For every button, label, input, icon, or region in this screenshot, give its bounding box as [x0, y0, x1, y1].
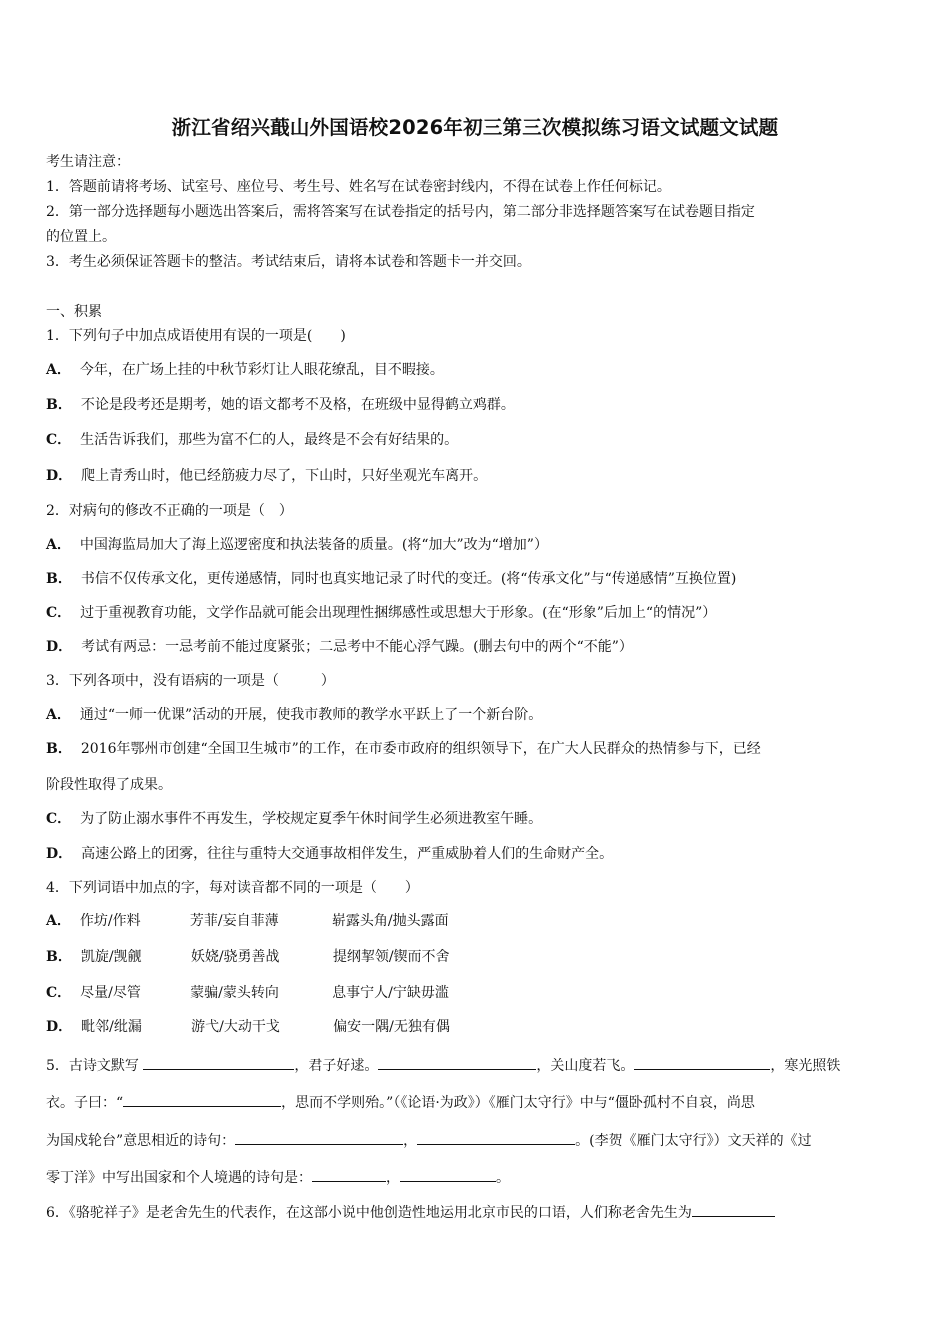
notice-item: 的位置上。 [46, 229, 116, 245]
q5-text: ，关山度若飞。 [536, 1058, 635, 1074]
question-2-stem: 2．对病句的修改不正确的一项是（ ） [46, 503, 293, 519]
option-word-3: 提纲挈领/锲而不舍 [332, 949, 450, 965]
q5-text: 衣。子曰：“ [46, 1095, 124, 1111]
option-text: 中国海监局加大了海上巡逻密度和执法装备的质量。(将“加大”改为“增加”） [79, 537, 548, 553]
option-text: 高速公路上的团雾，往往与重特大交通事故相伴发生，严重威胁着人们的生命财产全。 [81, 846, 614, 862]
option-label: D． [46, 1019, 73, 1035]
option-text: 生活告诉我们，那些为富不仁的人，最终是不会有好结果的。 [80, 432, 459, 448]
answer-blank[interactable] [235, 1129, 403, 1145]
answer-blank[interactable] [143, 1054, 294, 1070]
question-6-line [46, 1201, 775, 1223]
notice-heading: 考生请注意： [46, 154, 130, 170]
q5-text: 。(李贺《雁门太守行》）文天祥的《过 [575, 1133, 812, 1149]
option-text: 通过“一师一优课”活动的开展，使我市教师的教学水平跃上了一个新台阶。 [79, 707, 543, 723]
option-text: 2016年鄂州市创建“全国卫生城市”的工作，在市委市政府的组织领导下，在广大人民群众的热情参与下，已经 [80, 741, 761, 757]
option-word-2: 芳菲/妄自菲薄 [189, 913, 279, 929]
q1-option-c [46, 430, 458, 450]
notice-item: 3．考生必须保证答题卡的整洁。考试结束后，请将本试卷和答题卡一并交回。 [46, 254, 531, 270]
q4-option-b [46, 947, 450, 967]
option-label: C． [46, 432, 72, 448]
q5-text: ， [403, 1133, 418, 1149]
option-text: 爬上青秀山时，他已经筋疲力尽了，下山时，只好坐观光车离开。 [81, 468, 488, 484]
q6-text: 6．《骆驼祥子》是老舍先生的代表作，在这部小说中他创造性地运用北京市民的口语，人们称老舍先生为 [46, 1205, 692, 1221]
option-word-3: 息事宁人/宁缺毋滥 [332, 985, 449, 1001]
option-text: 今年，在广场上挂的中秋节彩灯让人眼花缭乱，目不暇接。 [79, 362, 444, 378]
q2-option-d [46, 637, 633, 657]
notice-item: 1．答题前请将考场、试室号、座位号、考生号、姓名写在试卷密封线内，不得在试卷上作任何标记。 [46, 179, 671, 195]
option-word-3: 崭露头角/抛头露面 [331, 913, 449, 929]
option-word-1: 尽量/尽管 [80, 985, 141, 1001]
answer-blank[interactable] [400, 1166, 496, 1182]
option-label: C． [46, 605, 72, 621]
option-word-2: 妖娆/骁勇善战 [190, 949, 280, 965]
option-label: C． [46, 985, 72, 1001]
q5-text: 5．古诗文默写 [46, 1058, 139, 1074]
option-text: 为了防止溺水事件不再发生，学校规定夏季午休时间学生必须进教室午睡。 [80, 811, 543, 827]
q5-text: ，思而不学则殆。”（《论语·为政》）《雁门太守行》中与“僵卧孤村不自哀，尚思 [281, 1095, 755, 1111]
option-label: A． [46, 913, 71, 929]
option-word-2: 蒙骗/蒙头转向 [190, 985, 279, 1001]
q2-option-b [46, 569, 736, 589]
q4-option-d [46, 1017, 450, 1037]
option-label: B． [46, 571, 72, 587]
option-text: 过于重视教育功能，文学作品就可能会出现理性捆绑感性或思想大于形象。(在“形象”后加上“的情况”） [80, 605, 717, 621]
q2-option-a [46, 535, 548, 555]
q5-text: ，寒光照铁 [770, 1058, 841, 1074]
answer-blank[interactable] [634, 1054, 770, 1070]
q1-option-b [46, 395, 515, 415]
question-5-line-3 [46, 1129, 812, 1151]
q5-text: 为国戍轮台”意思相近的诗句： [46, 1133, 236, 1149]
option-label: B． [46, 741, 72, 757]
q5-text: 零丁洋》中写出国家和个人境遇的诗句是： [46, 1170, 312, 1186]
option-word-1: 凯旋/觊觎 [80, 949, 142, 965]
question-3-stem: 3．下列各项中，没有语病的一项是（ ） [46, 673, 335, 689]
option-label: D． [46, 468, 73, 484]
option-word-2: 游弋/大动干戈 [191, 1019, 280, 1035]
q3-option-d [46, 844, 613, 864]
q1-option-d [46, 466, 487, 486]
question-5-line-1 [46, 1054, 840, 1076]
option-text: 考试有两忌：一忌考前不能过度紧张；二忌考中不能心浮气躁。(删去句中的两个“不能”） [81, 639, 633, 655]
q5-text: ， [386, 1170, 400, 1186]
option-label: B． [46, 397, 72, 413]
option-label: D． [46, 846, 73, 862]
answer-blank[interactable] [312, 1166, 386, 1182]
q4-option-a [46, 911, 449, 931]
option-label: A． [46, 362, 71, 378]
answer-blank[interactable] [123, 1091, 281, 1107]
q3-option-b [46, 739, 761, 759]
q3-option-b-continued: 阶段性取得了成果。 [46, 777, 172, 793]
option-word-1: 作坊/作料 [79, 913, 141, 929]
question-4-stem: 4．下列词语中加点的字，每对读音都不同的一项是（ ） [46, 880, 419, 896]
question-5-line-2 [46, 1091, 755, 1113]
q3-option-c [46, 809, 542, 829]
option-label: A． [46, 537, 71, 553]
notice-item: 2．第一部分选择题每小题选出答案后，需将答案写在试卷指定的括号内，第二部分非选择题答案写在试卷题目指定 [46, 204, 755, 220]
question-1-stem: 1．下列句子中加点成语使用有误的一项是( ) [46, 328, 346, 344]
option-text: 书信不仅传承文化，更传递感情，同时也真实地记录了时代的变迁。(将“传承文化”与“传递感情”互换位置) [80, 571, 737, 587]
option-label: B． [46, 949, 72, 965]
answer-blank[interactable] [378, 1054, 536, 1070]
answer-blank[interactable] [692, 1201, 775, 1217]
option-word-1: 毗邻/纰漏 [81, 1019, 142, 1035]
exam-title: 浙江省绍兴蕺山外国语校2026年初三第三次模拟练习语文试题文试题 [171, 116, 779, 139]
option-label: C． [46, 811, 72, 827]
option-text: 不论是段考还是期考，她的语文都考不及格，在班级中显得鹤立鸡群。 [80, 397, 515, 413]
q2-option-c [46, 603, 716, 623]
q5-text: 。 [496, 1170, 510, 1186]
question-5-line-4 [46, 1166, 510, 1188]
section-heading: 一、积累 [46, 304, 102, 320]
q3-option-a [46, 705, 542, 725]
option-label: A． [46, 707, 71, 723]
q4-option-c [46, 983, 449, 1003]
q5-text: ，君子好逑。 [294, 1058, 379, 1074]
answer-blank[interactable] [417, 1129, 575, 1145]
q1-option-a [46, 360, 444, 380]
option-word-3: 偏安一隅/无独有偶 [333, 1019, 450, 1035]
option-label: D． [46, 639, 73, 655]
